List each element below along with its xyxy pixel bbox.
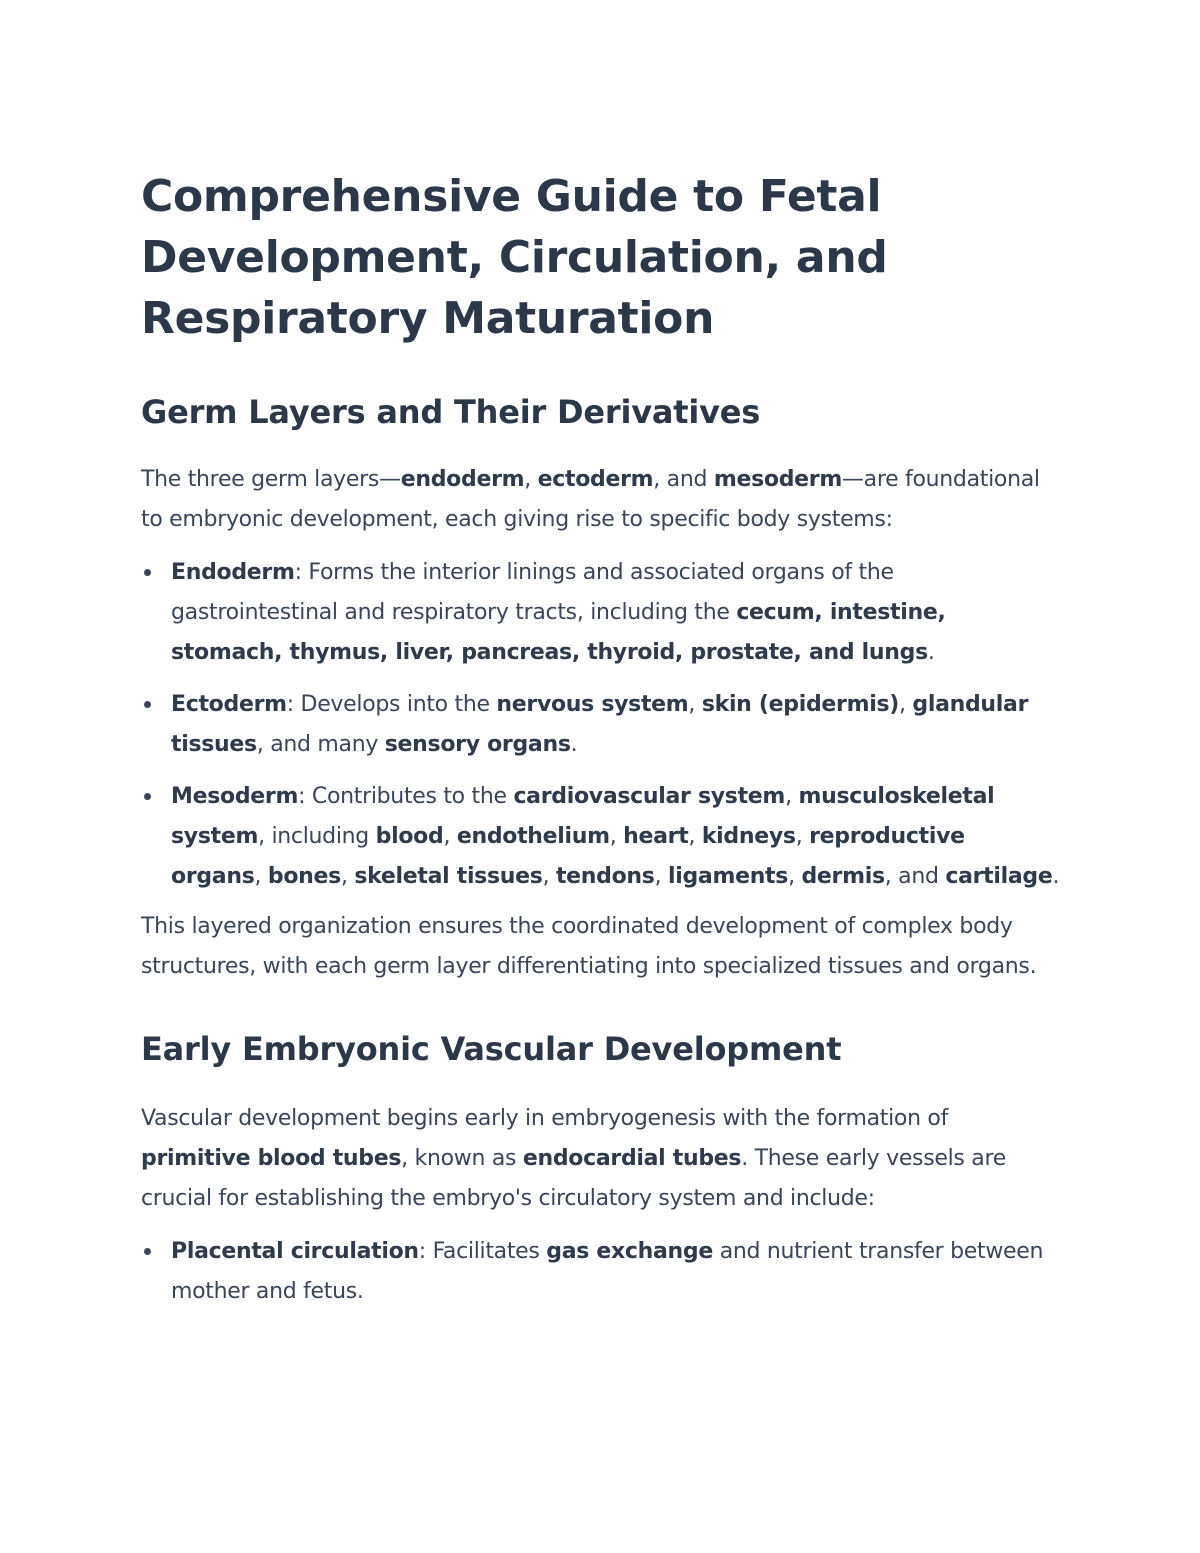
list-item-placental-circulation: Placental circulation: Facilitates gas exchange and nutrient transfer between mother and fetus.	[141, 1232, 1061, 1312]
germ-layers-intro: The three germ layers—endoderm, ectoderm, and mesoderm—are foundational to embryonic development, each giving rise to specific body systems:	[141, 467, 1040, 532]
list-item-ectoderm: Ectoderm: Develops into the nervous system, skin (epidermis), glandular tissues, and many sensory organs.	[141, 685, 1061, 765]
list-item-mesoderm: Mesoderm: Contributes to the cardiovascular system, musculoskeletal system, including blood, endothelium, heart, kidneys, reproductive organs, bones, skeletal tissues, tendons, ligaments, dermis, and cartilage.	[141, 777, 1061, 897]
germ-layers-list	[141, 553, 1061, 897]
vascular-intro: Vascular development begins early in embryogenesis with the formation of primitive blood tubes, known as endocardial tubes. These early vessels are crucial for establishing the embryo's circulatory system and include:	[141, 1106, 1006, 1211]
bullet-icon	[144, 793, 151, 800]
list-item-endoderm: Endoderm: Forms the interior linings and associated organs of the gastrointestinal and respiratory tracts, including the cecum, intestine, stomach, thymus, liver, pancreas, thyroid, prostate, and lungs.	[141, 553, 1061, 673]
title-line: Respiratory Maturation	[141, 293, 715, 344]
title-line: Comprehensive Guide to Fetal	[141, 171, 882, 222]
title-line: Development, Circulation, and	[141, 232, 888, 283]
section-heading-vascular: Early Embryonic Vascular Development	[141, 1030, 842, 1068]
bullet-icon	[144, 1248, 151, 1255]
document-title	[141, 166, 1061, 349]
section-heading-germ-layers: Germ Layers and Their Derivatives	[141, 393, 761, 431]
bullet-icon	[144, 701, 151, 708]
germ-layers-closing: This layered organization ensures the coordinated development of complex body structures, with each germ layer differentiating into specialized tissues and organs.	[141, 914, 1037, 979]
document-page	[141, 166, 1061, 1312]
bullet-icon	[144, 569, 151, 576]
vascular-list	[141, 1232, 1061, 1312]
